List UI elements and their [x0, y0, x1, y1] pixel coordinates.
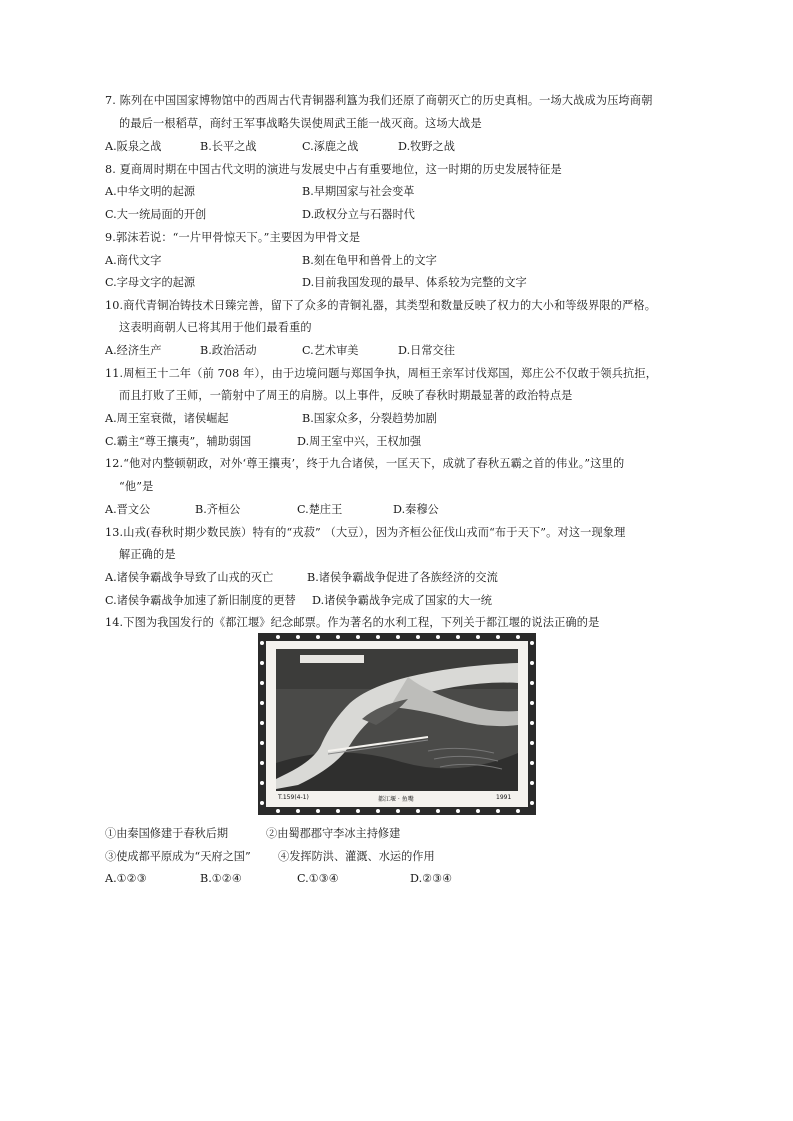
dujiangyan-stamp: [258, 633, 536, 815]
question-9-option-c: C.字母文字的起源: [105, 276, 196, 289]
question-14-option-a: A.①②③: [105, 872, 147, 885]
question-11-option-b: B.国家众多，分裂趋势加剧: [302, 412, 437, 425]
question-13-option-d: D.诸侯争霸战争完成了国家的大一统: [312, 594, 492, 607]
question-10-option-d: D.日常交往: [398, 344, 455, 357]
question-7-option-c: C.涿鹿之战: [302, 140, 359, 153]
question-10-line-2: 这表明商朝人已将其用于他们最看重的: [119, 321, 312, 334]
question-13-option-a: A.诸侯争霸战争导致了山戎的灭亡: [105, 571, 274, 584]
stamp-name: 都江堰 · 鱼嘴: [378, 796, 414, 803]
stamp-year: 1991: [496, 794, 512, 801]
question-12-option-b: B.齐桓公: [195, 503, 241, 516]
question-10-option-c: C.艺术审美: [302, 344, 359, 357]
question-14-statement-4: ④发挥防洪、灌溉、水运的作用: [278, 850, 435, 863]
question-12-option-c: C.楚庄王: [297, 503, 343, 516]
question-12-line-1: 12.“他对内整顿朝政，对外‘尊王攘夷’，终于九合诸侯，一匡天下，成就了春秋五霸之首的伟业。”这里的: [105, 457, 625, 470]
question-9-line-1: 9.郭沫若说：“一片甲骨惊天下。”主要因为甲骨文是: [105, 231, 361, 244]
question-14-line-1: 14.下图为我国发行的《都江堰》纪念邮票。作为著名的水利工程，下列关于都江堰的说法正确的是: [105, 616, 600, 629]
question-7-line-2: 的最后一根稻草，商纣王军事战略失误使周武王能一战灭商。这场大战是: [119, 117, 482, 130]
question-7-line-1: 7. 陈列在中国国家博物馆中的西周古代青铜器利簋为我们还原了商朝灭亡的历史真相。一场大战成为压垮商朝: [105, 94, 653, 107]
question-14-option-b: B.①②④: [200, 872, 242, 885]
question-12-line-2: “他”是: [119, 480, 154, 493]
question-7-option-b: B.长平之战: [200, 140, 257, 153]
question-11-line-2: 而且打败了王师，一箭射中了周王的肩膀。以上事件，反映了春秋时期最显著的政治特点是: [119, 389, 573, 402]
question-13-line-2: 解正确的是: [119, 548, 176, 561]
question-11-option-a: A.周王室衰微，诸侯崛起: [105, 412, 229, 425]
question-8-option-a: A.中华文明的起源: [105, 185, 195, 198]
question-14-statement-2: ②由蜀郡郡守李冰主持修建: [266, 827, 401, 840]
question-8-option-d: D.政权分立与石器时代: [302, 208, 415, 221]
question-14-statement-1: ①由秦国修建于春秋后期: [105, 827, 229, 840]
question-8-line-1: 8. 夏商周时期在中国古代文明的演进与发展史中占有重要地位，这一时期的历史发展特征是: [105, 163, 562, 176]
question-13-option-b: B.诸侯争霸战争促进了各族经济的交流: [307, 571, 498, 584]
question-10-option-b: B.政治活动: [200, 344, 257, 357]
question-11-line-1: 11.周桓王十二年（前 708 年），由于边境问题与郑国争执，周桓王亲军讨伐郑国，郑庄公不仅敢于领兵抗拒，: [105, 367, 658, 380]
question-11-option-d: D.周王室中兴，王权加强: [297, 435, 422, 448]
question-12-option-d: D.秦穆公: [393, 503, 439, 516]
question-9-option-b: B.刻在龟甲和兽骨上的文字: [302, 254, 437, 267]
question-10-option-a: A.经济生产: [105, 344, 162, 357]
question-11-option-c: C.霸主“尊王攘夷”，辅助弱国: [105, 435, 252, 448]
question-14-option-d: D.②③④: [410, 872, 453, 885]
question-7-option-a: A.阪泉之战: [105, 140, 162, 153]
question-14-statement-3: ③使成都平原成为“天府之国”: [105, 850, 251, 863]
stamp-code: T.159(4-1): [278, 794, 309, 801]
stamp-picture: [258, 633, 536, 815]
question-8-option-b: B.早期国家与社会变革: [302, 185, 415, 198]
question-13-line-1: 13.山戎(春秋时期少数民族）特有的“戎菽” （大豆），因为齐桓公征伐山戎而“布于天下”。对这一现象理: [105, 526, 626, 539]
question-8-option-c: C.大一统局面的开创: [105, 208, 207, 221]
question-7-option-d: D.牧野之战: [398, 140, 455, 153]
question-12-option-a: A.晋文公: [105, 503, 151, 516]
question-10-line-1: 10.商代青铜冶铸技术日臻完善，留下了众多的青铜礼器，其类型和数量反映了权力的大小和等级界限的严格。: [105, 299, 657, 312]
question-9-option-a: A.商代文字: [105, 254, 162, 267]
question-9-option-d: D.目前我国发现的最早、体系较为完整的文字: [302, 276, 527, 289]
question-13-option-c: C.诸侯争霸战争加速了新旧制度的更替: [105, 594, 296, 607]
question-14-option-c: C.①③④: [297, 872, 339, 885]
